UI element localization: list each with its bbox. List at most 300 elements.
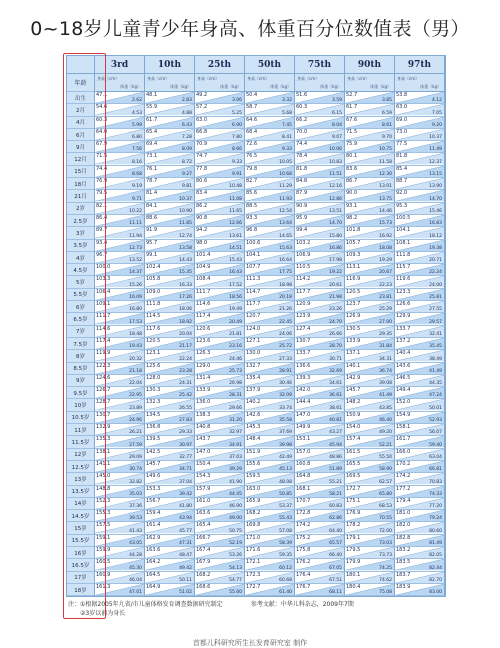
weight-value: 68.53	[379, 504, 392, 510]
value-cell	[395, 387, 445, 399]
weight-value: 29.66	[229, 405, 242, 411]
value-cell	[195, 547, 245, 559]
height-value: 93.4	[96, 239, 108, 246]
height-value: 140.2	[246, 399, 261, 406]
height-value: 84.1	[146, 202, 158, 209]
height-value: 129.9	[396, 313, 411, 320]
weight-value: 32.09	[279, 393, 292, 399]
height-unit-label: 身高（cm）	[347, 76, 370, 81]
value-cell	[145, 326, 195, 338]
weight-value: 10.83	[329, 159, 342, 165]
weight-value: 37.04	[179, 479, 192, 485]
height-value: 96.7	[96, 251, 108, 258]
value-cell	[195, 522, 245, 534]
weight-value: 9.70	[381, 135, 392, 141]
value-cell	[145, 203, 195, 215]
height-value: 115.7	[396, 264, 411, 271]
height-value: 102.4	[146, 264, 161, 271]
unit-header	[395, 74, 445, 92]
height-value: 128.0	[146, 374, 161, 381]
weight-value: 55.43	[279, 516, 292, 522]
value-cell	[195, 313, 245, 325]
height-value: 111.7	[96, 313, 111, 320]
age-label: 6.5岁	[67, 313, 95, 325]
height-value: 129.0	[196, 362, 211, 369]
weight-value: 10.05	[279, 159, 292, 165]
weight-value: 13.15	[429, 172, 442, 178]
weight-value: 43.27	[329, 430, 342, 436]
age-label: 4岁	[67, 252, 95, 264]
value-cell	[145, 486, 195, 498]
age-label: 13岁	[67, 473, 95, 485]
value-cell	[145, 572, 195, 584]
weight-value: 83.00	[429, 590, 442, 596]
weight-value: 42.49	[279, 454, 292, 460]
weight-value: 19.38	[429, 245, 442, 251]
height-value: 171.6	[246, 546, 261, 553]
weight-value: 48.47	[179, 553, 192, 559]
weight-value: 5.68	[281, 110, 292, 116]
height-value: 140.8	[196, 424, 211, 431]
value-cell	[195, 473, 245, 485]
value-cell	[195, 350, 245, 362]
value-cell	[395, 313, 445, 325]
weight-value: 23.28	[179, 368, 192, 374]
weight-value: 10.68	[279, 172, 292, 178]
table-row	[67, 117, 445, 129]
value-cell	[195, 572, 245, 584]
weight-value: 66.40	[329, 553, 342, 559]
notes	[68, 600, 488, 618]
value-cell	[95, 264, 145, 276]
height-value: 90.8	[196, 214, 208, 221]
weight-value: 32.69	[329, 368, 342, 374]
height-value: 103.3	[96, 276, 111, 283]
value-cell	[345, 326, 395, 338]
weight-unit-label: 体重（kg）	[370, 84, 391, 89]
value-cell	[345, 313, 395, 325]
height-value: 142.9	[346, 374, 361, 381]
height-value: 144.4	[296, 399, 311, 406]
height-value: 159.5	[246, 473, 261, 480]
weight-value: 14.65	[279, 233, 292, 239]
weight-value: 45.77	[179, 528, 192, 534]
height-value: 152.3	[96, 497, 111, 504]
weight-value: 16.83	[429, 221, 442, 227]
weight-value: 24.96	[129, 418, 142, 424]
weight-value: 15.35	[179, 270, 192, 276]
height-value: 57.2	[196, 104, 208, 111]
value-cell	[145, 240, 195, 252]
value-cell	[245, 486, 295, 498]
value-cell	[95, 535, 145, 547]
weight-value: 32.82	[129, 479, 142, 485]
weight-value: 80.60	[429, 528, 442, 534]
height-value: 133.7	[296, 350, 311, 357]
value-cell	[95, 510, 145, 522]
value-cell	[395, 227, 445, 239]
age-label: 10岁	[67, 399, 95, 411]
weight-value: 27.55	[429, 307, 442, 313]
age-header-corner	[67, 56, 95, 74]
table-row	[67, 559, 445, 571]
weight-value: 35.58	[279, 418, 292, 424]
reference: 参考文献：中华儿科杂志，2009年7期	[250, 601, 354, 608]
footer: 首都儿科研究所生长发育研究室 制作	[192, 639, 308, 647]
value-cell	[345, 535, 395, 547]
height-value: 126.6	[396, 301, 411, 308]
weight-value: 66.81	[429, 467, 442, 473]
age-label: 12月	[67, 153, 95, 165]
value-cell	[95, 387, 145, 399]
age-label: 14岁	[67, 498, 95, 510]
weight-value: 45.94	[329, 442, 342, 448]
height-value: 156.7	[146, 497, 161, 504]
height-value: 99.4	[296, 227, 308, 234]
value-cell	[295, 486, 345, 498]
weight-unit-label: 体重（kg）	[120, 84, 141, 89]
weight-value: 54.13	[229, 565, 242, 571]
height-value: 178.2	[346, 522, 361, 529]
weight-value: 12.30	[379, 172, 392, 178]
value-cell	[345, 559, 395, 571]
percentile-header: 3rd	[95, 56, 145, 74]
weight-value: 55.21	[329, 479, 342, 485]
weight-value: 25.42	[179, 393, 192, 399]
height-value: 168.2	[196, 571, 211, 578]
weight-value: 3.32	[281, 98, 292, 104]
percentile-header: 50th	[245, 56, 295, 74]
height-value: 52.7	[346, 92, 358, 98]
age-label: 11岁	[67, 424, 95, 436]
value-cell	[195, 117, 245, 129]
height-value: 142.5	[146, 448, 161, 455]
height-value: 147.0	[196, 448, 211, 455]
weight-value: 9.19	[131, 184, 142, 190]
weight-value: 9.33	[231, 159, 242, 165]
weight-value: 52.21	[379, 442, 392, 448]
height-value: 166.7	[196, 534, 211, 541]
height-value: 87.9	[296, 190, 308, 197]
value-cell	[295, 559, 345, 571]
weight-value: 26.98	[229, 381, 242, 387]
height-value: 61.7	[346, 104, 358, 111]
weight-value: 9.71	[131, 196, 142, 202]
value-cell	[145, 166, 195, 178]
value-cell	[195, 363, 245, 375]
unit-header	[195, 74, 245, 92]
height-value: 130.3	[146, 387, 161, 394]
height-value: 151.9	[246, 448, 261, 455]
value-cell	[95, 178, 145, 190]
value-cell	[295, 215, 345, 227]
height-value: 109.0	[146, 288, 161, 295]
height-value: 63.0	[196, 116, 208, 123]
weight-value: 13.01	[379, 184, 392, 190]
height-value: 138.3	[196, 411, 211, 418]
height-value: 180.1	[346, 571, 361, 578]
weight-value: 23.16	[229, 344, 242, 350]
weight-value: 74.33	[429, 491, 442, 497]
value-cell	[145, 289, 195, 301]
value-cell	[395, 153, 445, 165]
height-value: 109.1	[96, 301, 111, 308]
age-label: 18月	[67, 178, 95, 190]
height-value: 101.4	[196, 251, 211, 258]
weight-value: 34.61	[329, 381, 342, 387]
table-row	[67, 289, 445, 301]
height-value: 179.4	[396, 497, 411, 504]
height-value: 71.5	[96, 153, 108, 160]
value-cell	[145, 252, 195, 264]
value-cell	[245, 461, 295, 473]
weight-value: 13.51	[329, 208, 342, 214]
value-cell	[245, 252, 295, 264]
height-value: 89.7	[96, 227, 108, 234]
height-unit-label: 身高（cm）	[197, 76, 220, 81]
weight-value: 15.73	[379, 221, 392, 227]
weight-value: 14.70	[429, 196, 442, 202]
value-cell	[145, 264, 195, 276]
age-label: 18岁	[67, 584, 95, 596]
weight-value: 62.57	[379, 479, 392, 485]
height-value: 149.9	[296, 424, 311, 431]
value-cell	[95, 117, 145, 129]
value-cell	[145, 535, 195, 547]
weight-value: 50.11	[179, 577, 192, 583]
value-cell	[345, 301, 395, 313]
height-value: 125.6	[146, 362, 161, 369]
height-value: 161.5	[346, 448, 361, 455]
table-row	[67, 522, 445, 534]
height-value: 126.3	[196, 350, 211, 357]
height-value: 164.9	[146, 583, 161, 590]
weight-value: 15.26	[129, 282, 142, 288]
height-value: 76.1	[146, 165, 158, 172]
table-row	[67, 301, 445, 313]
value-cell	[95, 104, 145, 116]
value-cell	[295, 547, 345, 559]
height-value: 91.9	[146, 227, 158, 234]
table-row	[67, 486, 445, 498]
value-cell	[245, 535, 295, 547]
weight-value: 67.05	[329, 565, 342, 571]
weight-value: 30.74	[129, 467, 142, 473]
height-value: 60.3	[96, 116, 108, 123]
height-value: 117.6	[146, 325, 161, 332]
value-cell	[245, 104, 295, 116]
weight-value: 23.81	[379, 295, 392, 301]
value-cell	[195, 326, 245, 338]
weight-value: 47.31	[179, 540, 192, 546]
percentile-header: 97th	[395, 56, 445, 74]
weight-value: 13.58	[179, 245, 192, 251]
weight-value: 60.83	[329, 504, 342, 510]
weight-value: 19.49	[229, 307, 242, 313]
weight-value: 41.49	[379, 393, 392, 399]
table-subheader-row	[67, 74, 445, 92]
weight-value: 27.83	[179, 418, 192, 424]
age-label: 4月	[67, 117, 95, 129]
value-cell	[245, 264, 295, 276]
height-value: 65.4	[146, 128, 158, 135]
height-value: 137.2	[396, 337, 411, 344]
value-cell	[245, 473, 295, 485]
weight-value: 52.19	[229, 540, 242, 546]
value-cell	[245, 190, 295, 202]
height-value: 126.7	[96, 387, 111, 394]
value-cell	[195, 498, 245, 510]
value-cell	[195, 166, 245, 178]
weight-value: 6.15	[331, 110, 342, 116]
height-value: 95.7	[146, 239, 158, 246]
value-cell	[245, 313, 295, 325]
height-value: 162.9	[146, 534, 161, 541]
height-value: 163.6	[196, 510, 211, 517]
height-value: 74.4	[296, 141, 308, 148]
value-cell	[345, 375, 395, 387]
value-cell	[195, 141, 245, 153]
value-cell	[95, 203, 145, 215]
value-cell	[295, 461, 345, 473]
weight-value: 15.80	[329, 233, 342, 239]
value-cell	[195, 92, 245, 104]
weight-value: 44.35	[429, 381, 442, 387]
value-cell	[195, 227, 245, 239]
height-value: 134.5	[146, 411, 161, 418]
height-value: 167.4	[196, 546, 211, 553]
height-value: 73.1	[146, 153, 158, 160]
value-cell	[95, 572, 145, 584]
height-value: 163.0	[246, 485, 261, 492]
table-row	[67, 547, 445, 559]
height-value: 106.4	[96, 288, 111, 295]
value-cell	[345, 572, 395, 584]
weight-value: 27.33	[279, 356, 292, 362]
height-value: 71.5	[346, 128, 358, 135]
height-value: 122.3	[96, 362, 111, 369]
value-cell	[245, 510, 295, 522]
value-cell	[245, 117, 295, 129]
weight-value: 12.66	[229, 221, 242, 227]
table-row	[67, 104, 445, 116]
weight-unit-label: 体重（kg）	[420, 84, 441, 89]
table-row	[67, 203, 445, 215]
height-value: 174.2	[296, 522, 311, 529]
value-cell	[295, 399, 345, 411]
height-value: 69.0	[396, 116, 408, 123]
height-value: 119.6	[396, 276, 411, 283]
value-cell	[95, 350, 145, 362]
value-cell	[345, 190, 395, 202]
table-row	[67, 153, 445, 165]
height-value: 170.2	[396, 460, 411, 467]
height-value: 54.6	[96, 104, 108, 111]
value-cell	[195, 190, 245, 202]
value-cell	[145, 559, 195, 571]
weight-value: 79.24	[429, 516, 442, 522]
weight-unit-label: 体重（kg）	[220, 84, 241, 89]
weight-value: 8.68	[131, 172, 142, 178]
weight-value: 22.04	[129, 381, 142, 387]
weight-value: 24.31	[179, 381, 192, 387]
weight-value: 11.51	[329, 172, 342, 178]
height-value: 177.2	[396, 485, 411, 492]
height-value: 140.4	[396, 350, 411, 357]
weight-unit-label: 体重（kg）	[320, 84, 341, 89]
height-value: 176.4	[296, 571, 311, 578]
weight-value: 41.43	[129, 528, 142, 534]
value-cell	[245, 498, 295, 510]
value-cell	[345, 547, 395, 559]
value-cell	[145, 375, 195, 387]
height-value: 181.0	[396, 510, 411, 517]
weight-value: 11.85	[179, 221, 192, 227]
value-cell	[195, 301, 245, 313]
height-value: 136.6	[296, 362, 311, 369]
value-cell	[95, 289, 145, 301]
value-cell	[145, 92, 195, 104]
height-value: 100.6	[246, 239, 261, 246]
height-unit-label: 身高（cm）	[297, 76, 320, 81]
weight-value: 22.24	[429, 270, 442, 276]
age-label: 7.5岁	[67, 338, 95, 350]
height-value: 157.9	[196, 485, 211, 492]
weight-value: 63.04	[429, 454, 442, 460]
value-cell	[95, 227, 145, 239]
value-cell	[295, 92, 345, 104]
value-cell	[295, 178, 345, 190]
height-value: 82.7	[246, 178, 258, 185]
height-value: 106.9	[296, 251, 311, 258]
weight-value: 4.53	[131, 110, 142, 116]
weight-value: 8.16	[131, 159, 142, 165]
value-cell	[395, 522, 445, 534]
table-row	[67, 436, 445, 448]
height-value: 127.1	[246, 337, 261, 344]
height-value: 167.9	[196, 559, 211, 566]
weight-value: 12.54	[279, 208, 292, 214]
weight-value: 50.01	[429, 405, 442, 411]
value-cell	[295, 276, 345, 288]
height-value: 157.4	[346, 436, 361, 443]
weight-value: 49.42	[179, 565, 192, 571]
height-value: 172.7	[246, 583, 261, 590]
weight-value: 82.70	[429, 577, 442, 583]
value-cell	[395, 572, 445, 584]
weight-value: 17.53	[129, 319, 142, 325]
value-cell	[395, 240, 445, 252]
height-value: 145.3	[246, 424, 261, 431]
weight-value: 56.07	[429, 430, 442, 436]
table-row	[67, 375, 445, 387]
value-cell	[395, 449, 445, 461]
value-cell	[195, 338, 245, 350]
weight-value: 17.75	[279, 270, 292, 276]
value-cell	[195, 375, 245, 387]
weight-value: 29.35	[379, 331, 392, 337]
percentile-header: 25th	[195, 56, 245, 74]
value-cell	[295, 424, 345, 436]
value-cell	[195, 449, 245, 461]
height-value: 166.0	[396, 448, 411, 455]
weight-value: 16.92	[379, 233, 392, 239]
value-cell	[145, 449, 195, 461]
table-row	[67, 129, 445, 141]
weight-value: 14.46	[379, 208, 392, 214]
height-value: 117.7	[296, 288, 311, 295]
table-row	[67, 399, 445, 411]
